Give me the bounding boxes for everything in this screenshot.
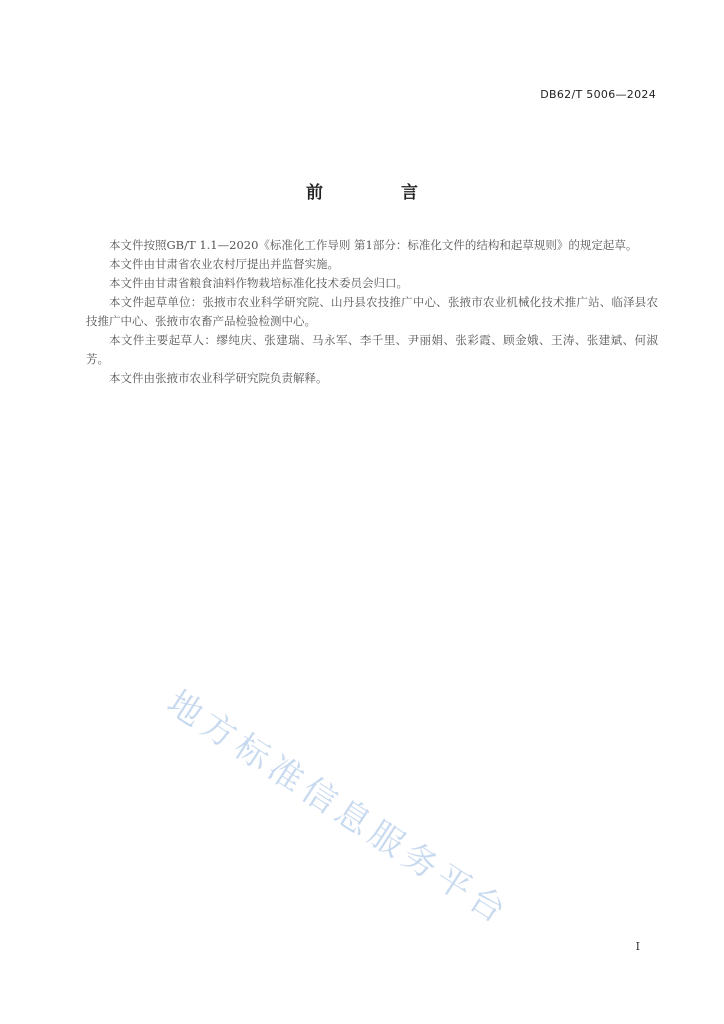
- foreword-body: [86, 236, 658, 388]
- watermark: 地方标准信息服务平台: [159, 682, 518, 935]
- paragraph-drafters: 本文件主要起草人：缪纯庆、张建瑞、马永军、李千里、尹丽娟、张彩霞、顾金娥、王涛、张建斌、何淑芳。: [86, 333, 658, 366]
- paragraph-drafting-rules: 本文件按照GB/T 1.1—2020《标准化工作导则 第1部分：标准化文件的结构和起草规则》的规定起草。: [109, 238, 638, 252]
- paragraph-technical-committee: 本文件由甘肃省粮食油料作物栽培标准化技术委员会归口。: [109, 276, 408, 290]
- page-title: 前 言: [306, 183, 454, 203]
- paragraph-interpretation: 本文件由张掖市农业科学研究院负责解释。: [109, 371, 328, 385]
- paragraph-proposer: 本文件由甘肃省农业农村厅提出并监督实施。: [109, 257, 339, 271]
- page-number: I: [635, 940, 640, 953]
- paragraph-drafting-units: 本文件起草单位：张掖市农业科学研究院、山丹县农技推广中心、张掖市农业机械化技术推广站、临泽县农技推广中心、张掖市农畜产品检验检测中心。: [86, 295, 658, 328]
- standard-code: DB62/T 5006—2024: [540, 88, 656, 101]
